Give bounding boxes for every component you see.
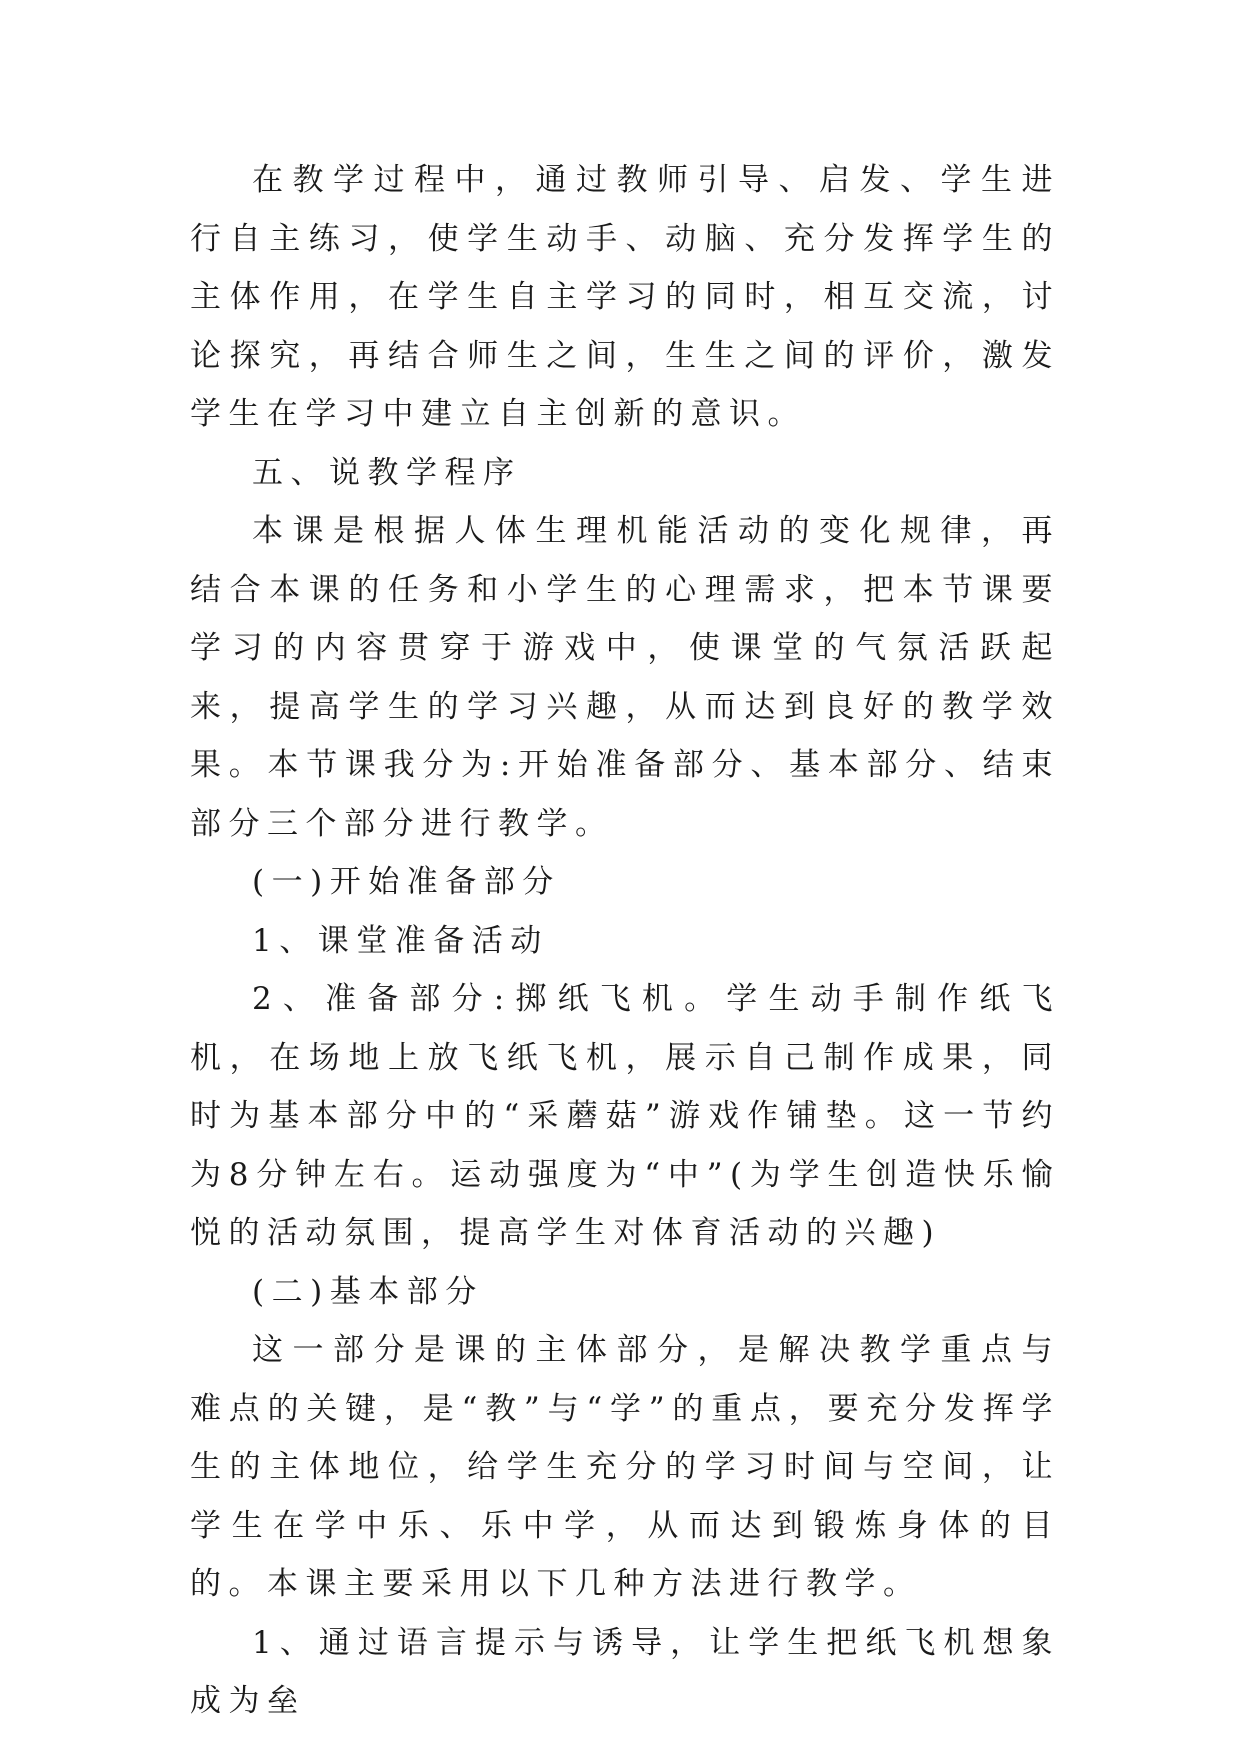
list-item-language-prompt: 1、通过语言提示与诱导，让学生把纸飞机想象成为垒 bbox=[190, 1624, 1060, 1719]
document-page bbox=[190, 151, 1060, 1731]
section-heading-teaching-procedure: 五、说教学程序 bbox=[252, 454, 522, 491]
paragraph-teaching-process: 在教学过程中，通过教师引导、启发、学生进行自主练习，使学生动手、动脑、充分发挥学生的主体作用，在学生自主学习的同时，相互交流，讨论探究，再结合师生之间，生生之间的评价，激发学生在学习中建立自主创新的意识。 bbox=[190, 162, 1060, 432]
subheading-preparation-part: (一)开始准备部分 bbox=[252, 864, 561, 900]
subheading-basic-part: (二)基本部分 bbox=[252, 1273, 484, 1310]
list-item-classroom-warmup: 1、课堂准备活动 bbox=[252, 922, 549, 959]
paragraph-lesson-overview: 本课是根据人体生理机能活动的变化规律，再结合本课的任务和小学生的心理需求，把本节课要学习的内容贯穿于游戏中，使课堂的气氛活跃起来，提高学生的学习兴趣，从而达到良好的教学效果。本节课我分为:开始准备部分、基本部分、结束部分三个部分进行教学。 bbox=[190, 513, 1060, 842]
paragraph-basic-part: 这一部分是课的主体部分，是解决教学重点与难点的关键，是“教”与“学”的重点，要充分发挥学生的主体地位，给学生充分的学习时间与空间，让学生在学中乐、乐中学，从而达到锻炼身体的目的。本课主要采用以下几种方法进行教学。 bbox=[190, 1332, 1060, 1602]
list-item-paper-plane: 2、准备部分:掷纸飞机。学生动手制作纸飞机，在场地上放飞纸飞机，展示自己制作成果，同时为基本部分中的“采蘑菇”游戏作铺垫。这一节约为8分钟左右。运动强度为“中”(为学生创造快乐愉悦的活动氛围，提高学生对体育活动的兴趣) bbox=[190, 981, 1060, 1251]
